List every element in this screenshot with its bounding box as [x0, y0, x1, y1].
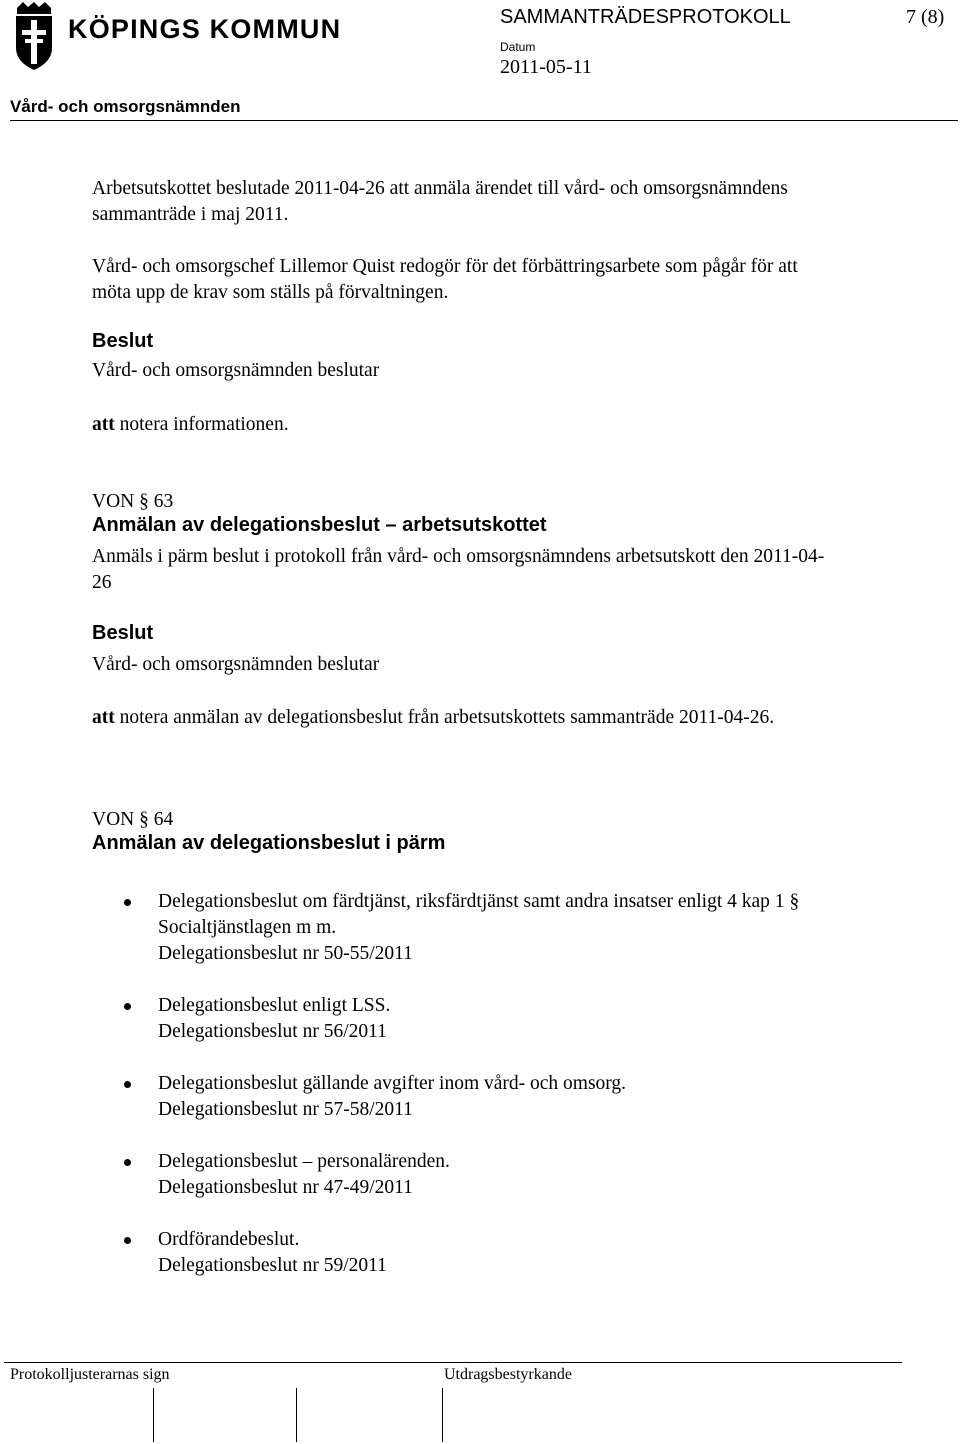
section-sign: §: [139, 491, 149, 512]
signature-box-divider: [296, 1388, 297, 1442]
extract-certification-label: Utdragsbestyrkande: [444, 1366, 572, 1383]
municipality-name: KÖPINGS KOMMUN: [68, 14, 342, 44]
section-title: Anmälan av delegationsbeslut i pärm: [92, 832, 446, 854]
beslut-heading: Beslut: [92, 622, 154, 644]
list-item: Delegationsbeslut – personalärenden. Delegationsbeslut nr 47-49/2011: [124, 1149, 824, 1201]
header-divider: [10, 120, 958, 121]
beslut-heading: Beslut: [92, 330, 154, 352]
beslut-intro: Vård- och omsorgsnämnden beslutar: [92, 654, 380, 675]
intro-paragraph-2: Vård- och omsorgschef Lillemor Quist redogör för det förbättringsarbete som pågår för att möta upp de krav som ställs på förvaltningen.: [92, 256, 798, 303]
list-item: Delegationsbeslut om färdtjänst, riksfärdtjänst samt andra insatser enligt 4 kap 1 § Socialtjänstlagen m m. Delegationsbeslut nr 50-55/2011: [124, 889, 824, 967]
att-keyword: att: [92, 707, 115, 728]
signature-box-divider: [153, 1388, 154, 1442]
date-label: Datum: [500, 40, 536, 54]
intro-paragraph-1: Arbetsutskottet beslutade 2011-04-26 att anmäla ärendet till vård- och omsorgsnämndens sammanträde i maj 2011.: [92, 178, 788, 225]
beslut-intro: Vård- och omsorgsnämnden beslutar: [92, 360, 380, 381]
section-text: Anmäls i pärm beslut i protokoll från vård- och omsorgsnämndens arbetsutskott den 2011-04-26: [92, 546, 825, 593]
list-item: Delegationsbeslut enligt LSS. Delegationsbeslut nr 56/2011: [124, 993, 824, 1045]
section-sign: §: [789, 891, 800, 912]
document-type: SAMMANTRÄDESPROTOKOLL: [500, 6, 791, 28]
footer-divider: [4, 1362, 902, 1363]
delegation-list: [124, 889, 824, 1305]
section-number: VON § 64: [92, 809, 174, 830]
signature-box-divider: [442, 1388, 443, 1442]
municipality-logo: [14, 2, 344, 72]
beslut-decision: [92, 412, 832, 438]
page-number: 7 (8): [906, 6, 945, 28]
list-item: Ordförandebeslut. Delegationsbeslut nr 59/2011: [124, 1227, 824, 1279]
section-sign: §: [139, 809, 149, 830]
section-title: Anmälan av delegationsbeslut – arbetsutskottet: [92, 514, 547, 536]
att-keyword: att: [92, 414, 115, 435]
section-number: VON § 63: [92, 491, 174, 512]
decision-text: notera anmälan av delegationsbeslut från arbetsutskottets sammanträde 2011-04-26.: [119, 707, 775, 728]
committee-name: Vård- och omsorgsnämnden: [10, 97, 241, 116]
meeting-date: 2011-05-11: [500, 56, 592, 78]
signature-label: Protokolljusterarnas sign: [10, 1366, 170, 1383]
decision-text: notera informationen.: [119, 414, 289, 435]
list-item: Delegationsbeslut gällande avgifter inom vård- och omsorg. Delegationsbeslut nr 57-58/2011: [124, 1071, 824, 1123]
beslut-decision: [92, 705, 782, 731]
